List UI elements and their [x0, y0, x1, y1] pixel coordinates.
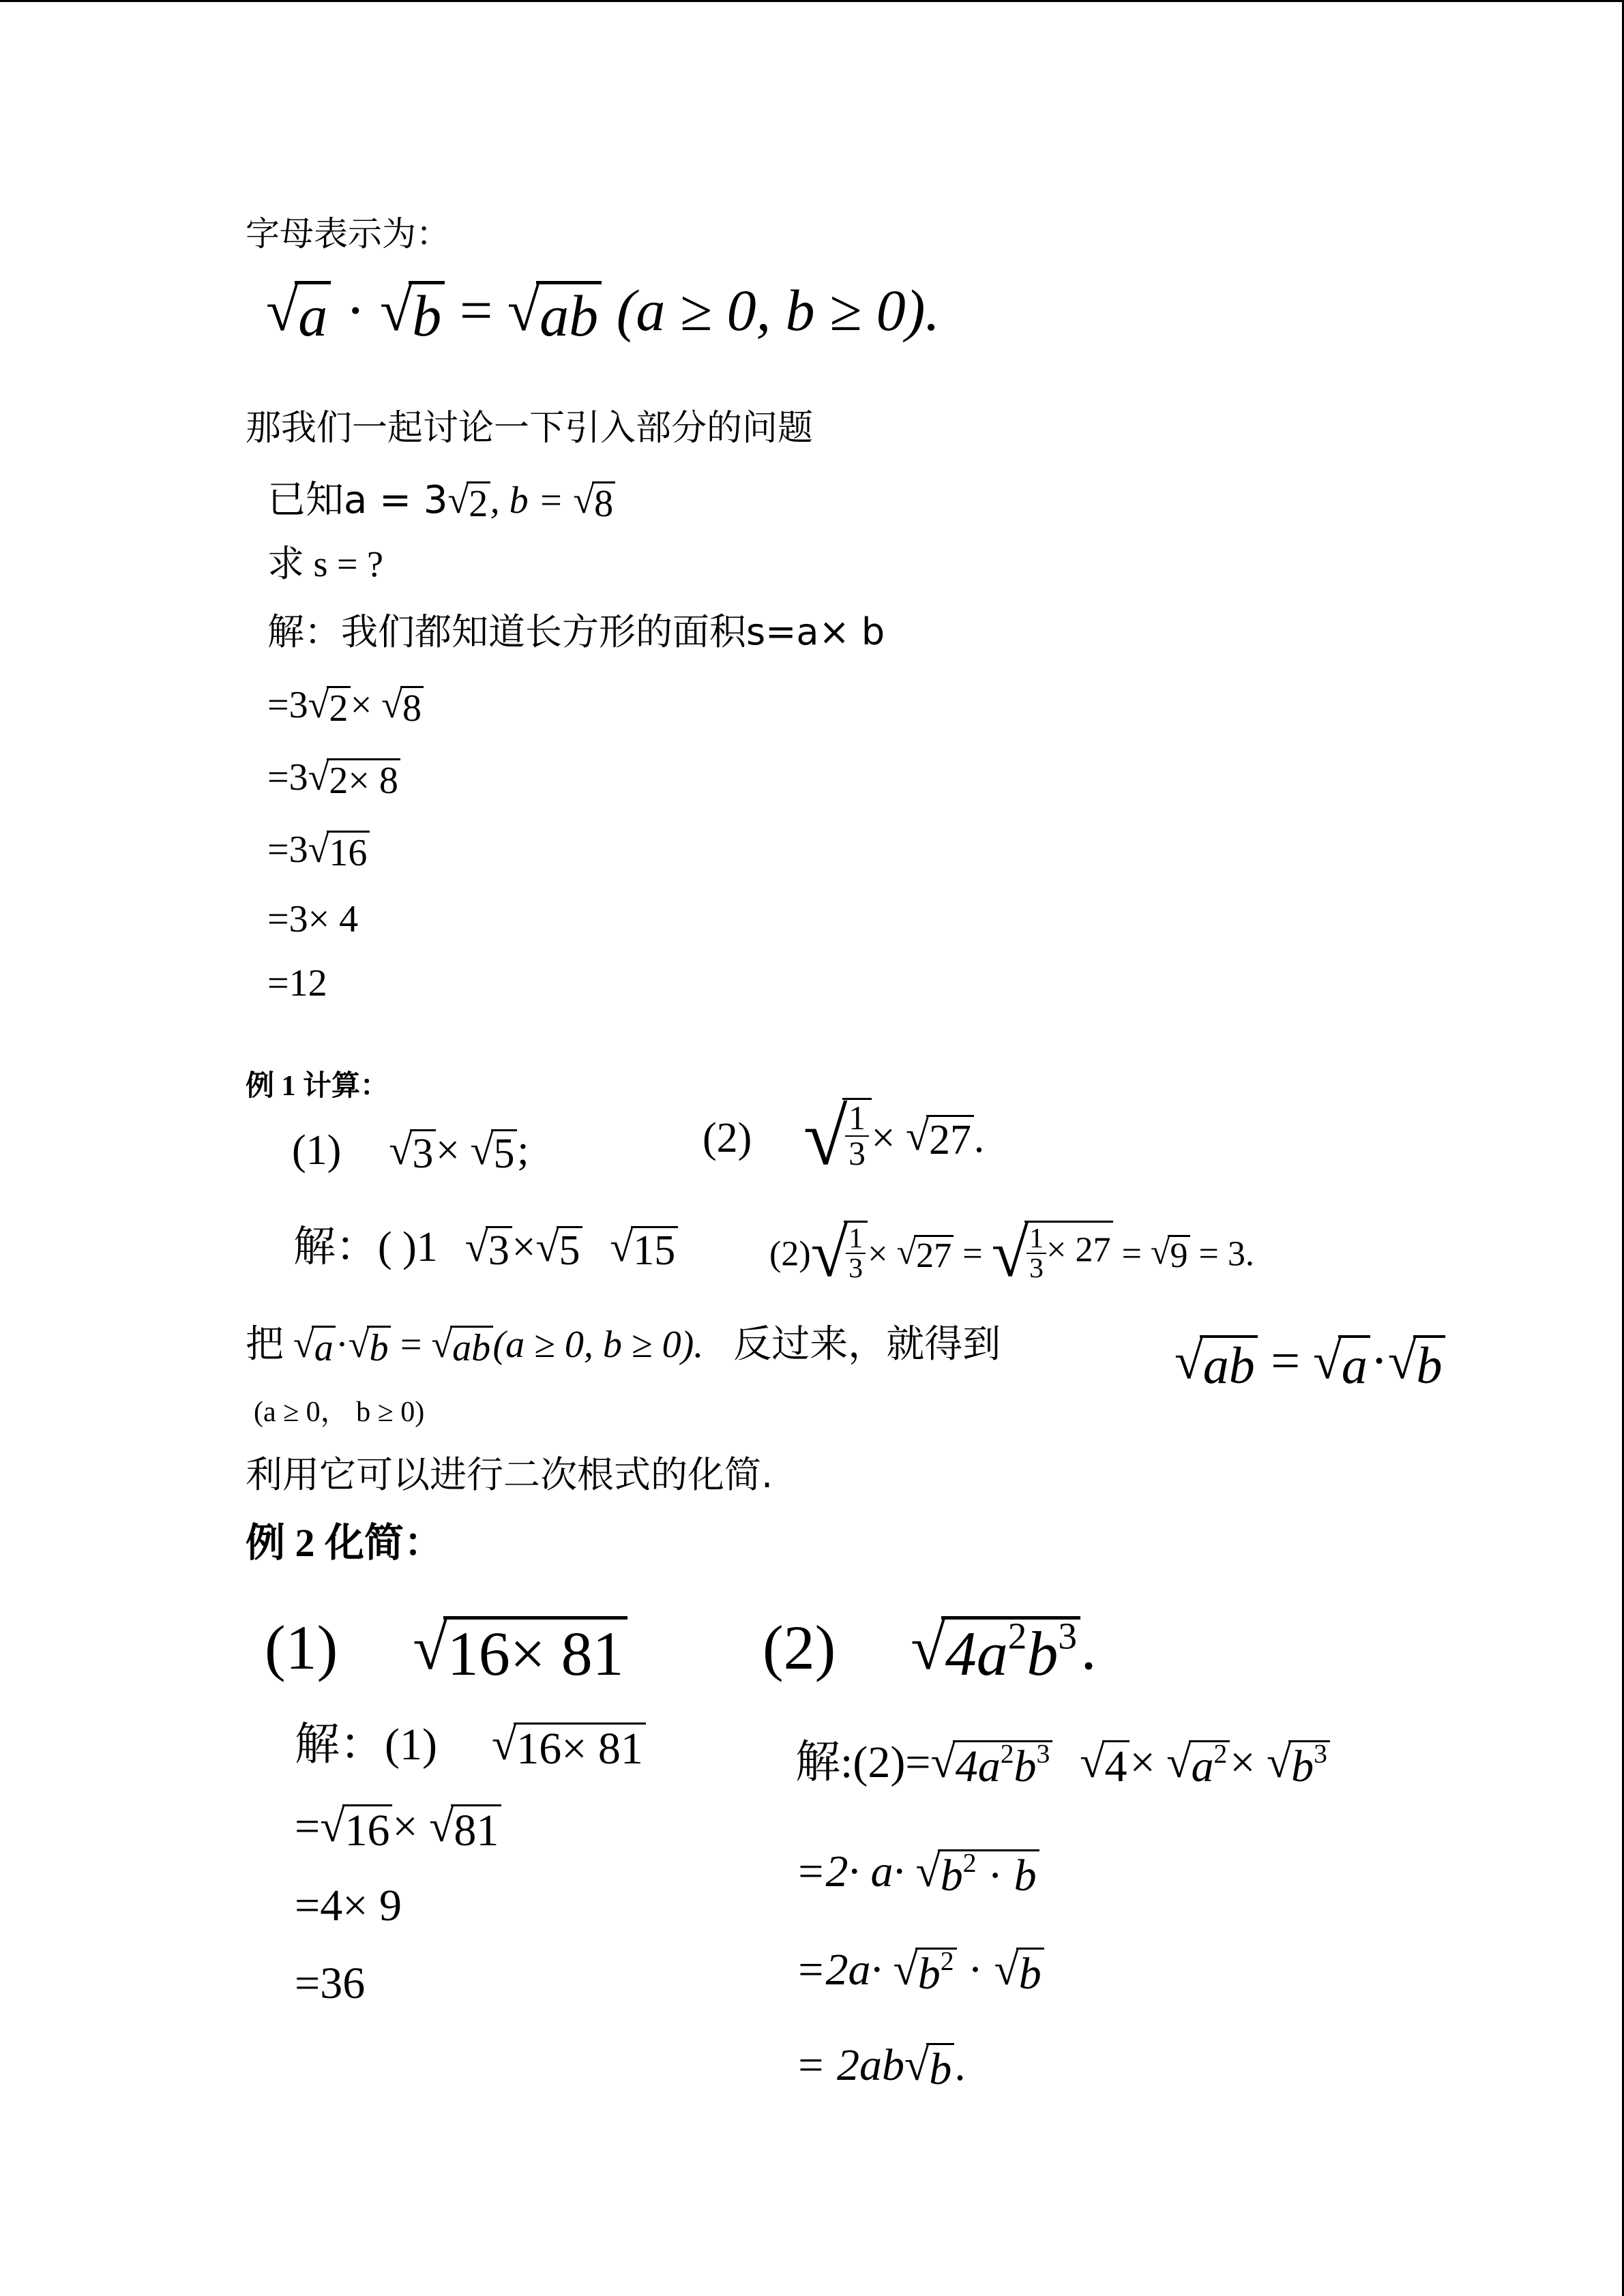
example-2-answer-2-step-3: = 2ab √ b .	[795, 2040, 966, 2094]
intro-label: 字母表示为：	[246, 214, 450, 254]
example-2-question-2: (2) √ $4a^2b^3$ .	[763, 1613, 1097, 1688]
example-2-answer-2-step-1: =2· a· √ $b^2 \cdot b$	[795, 1849, 1039, 1898]
example-2-heading: 例 2 化简：	[246, 1521, 444, 1565]
example-2-answer-2-line: 解:(2)= √ $4a^2b^3$ √ 4 × √ $a^2$ × √ $b^3$	[795, 1740, 1330, 1789]
step-3: =3 √ 16	[267, 831, 370, 872]
example-2-answer-1-line: 解：(1) √ 16× 81	[295, 1723, 646, 1772]
example-2-answer-1-step-2: =4× 9	[295, 1881, 402, 1930]
example-1-heading: 例 1 计算：	[246, 1071, 389, 1102]
reverse-rule-line: 把 √ a · √ b = √ ab (a ≥ 0, b ≥ 0). 反过来，就得到	[246, 1322, 1001, 1370]
product-rule-formula: √ a · √ b = √ ab (a ≥ 0, b ≥ 0).	[266, 278, 940, 349]
example-2-answer-1-step-3: =36	[295, 1958, 366, 2008]
step-5: =12	[267, 962, 327, 1004]
example-1-question-2: (2) √ $\frac{1}{3}$ × √ 27 .	[703, 1093, 985, 1182]
step-2: =3 √ 2× 8	[267, 758, 400, 800]
step-1: =3 √ 2 × √ 8	[267, 686, 424, 728]
problem-lead: 那我们一起讨论一下引入部分的问题	[246, 408, 814, 449]
page-border-top	[0, 0, 1624, 2]
step-4: =3× 4	[267, 898, 359, 940]
ask-statement: 求 s = ?	[267, 543, 383, 584]
given-statement: 已知a = 3 √ 2 , b = √ 8	[267, 481, 615, 523]
example-2-answer-1-step-1: = √ 16 × √ 81	[295, 1804, 501, 1853]
reverse-condition: (a ≥ 0， b ≥ 0)	[254, 1397, 425, 1428]
example-2-answer-2-step-2: =2a· √ $b^2$ · √ b	[795, 1948, 1044, 1997]
reverse-formula: √ ab = √ a · √ b	[1175, 1335, 1445, 1392]
solution-text: 解：我们都知道长方形的面积s=a× b	[267, 610, 885, 653]
reverse-note: 利用它可以进行二次根式的化简.	[246, 1453, 773, 1496]
example-1-answer-2: (2) √ $\frac{1}{3}$ × √ 27 = √ $\frac{1}{3}$ × 27 = √ 9 = 3.	[769, 1217, 1254, 1291]
example-2-question-1: (1) √ 16× 81	[265, 1616, 628, 1685]
example-1-question-1: (1) √ 3 × √ 5 ;	[292, 1127, 529, 1178]
example-1-answer-1: 解：( )1 √ 3 × √ 5 √ 15	[293, 1226, 678, 1272]
